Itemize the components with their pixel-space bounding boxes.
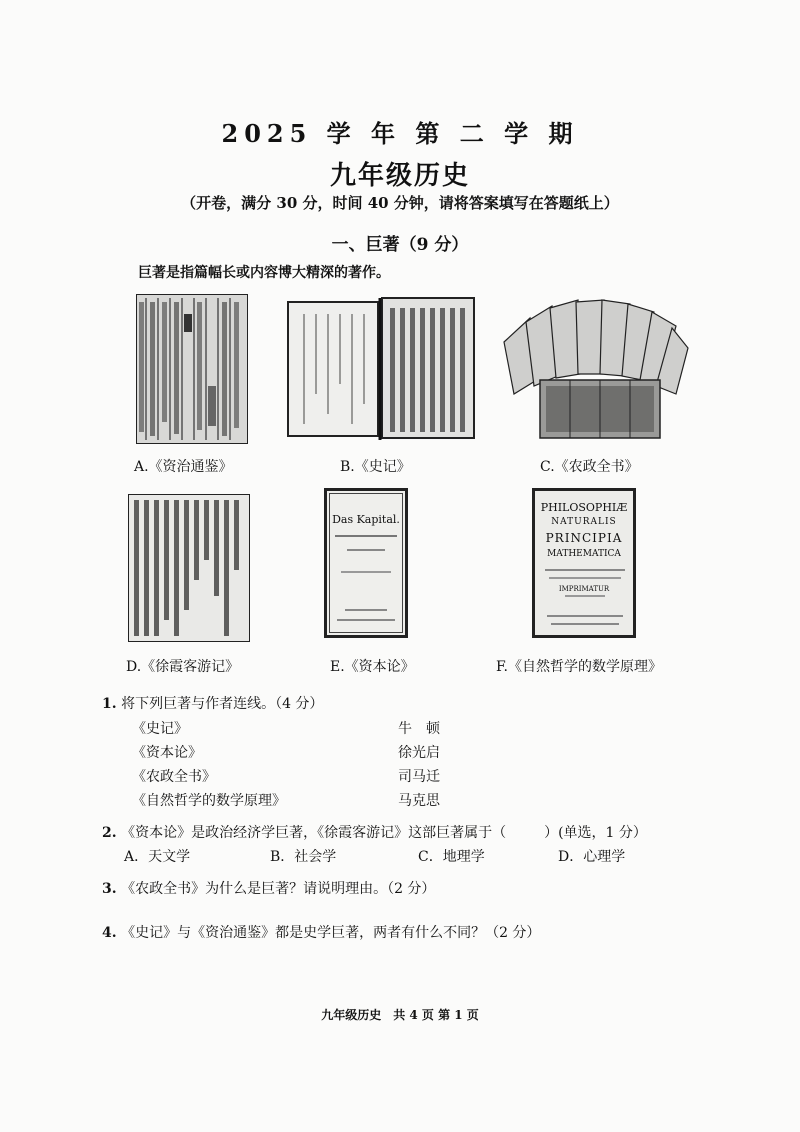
question-2 (102, 822, 647, 842)
figure-b-image (286, 294, 476, 444)
principia-imprimatur: IMPRIMATUR (558, 585, 610, 593)
question-3-text: 《农政全书》为什么是巨著？请说明理由。（2 分） (121, 881, 436, 897)
q1-author-1[interactable]: 牛 顿 (398, 721, 440, 737)
figure-d-caption: D.《徐霞客游记》 (126, 659, 240, 675)
question-4 (102, 922, 540, 942)
q1-book-1[interactable]: 《史记》 (132, 721, 188, 737)
question-1-number: 1. (102, 696, 117, 712)
q1-author-2[interactable]: 徐光启 (398, 745, 440, 761)
figure-f-caption: F.《自然哲学的数学原理》 (496, 659, 662, 675)
q1-book-2[interactable]: 《资本论》 (132, 745, 202, 761)
q2-option-d[interactable]: D．心理学 (558, 849, 626, 865)
principia-line-2: NATURALIS (551, 517, 617, 527)
figure-b-caption: B.《史记》 (340, 459, 411, 475)
kapital-title: Das Kapital. (332, 513, 400, 526)
q1-author-3[interactable]: 司马迁 (398, 769, 440, 785)
question-1-text: 将下列巨著与作者连线。（4 分） (121, 696, 324, 712)
exam-instructions: （开卷，满分 30 分，时间 40 分钟，请将答案填写在答题纸上） (181, 194, 619, 212)
question-1 (102, 693, 323, 713)
q2-option-c[interactable]: C．地理学 (418, 849, 485, 865)
question-2-text-after: ）(单选，1 分） (544, 825, 647, 841)
principia-line-3: PRINCIPIA (545, 531, 623, 545)
figure-c-image (500, 298, 690, 446)
figure-a-image (136, 294, 248, 444)
section-intro: 巨著是指篇幅长或内容博大精深的著作。 (138, 265, 390, 281)
principia-line-4: MATHEMATICA (547, 549, 621, 559)
q1-author-4[interactable]: 马克思 (398, 793, 440, 809)
question-3-number: 3. (102, 881, 117, 897)
section-heading: 一、巨著（9 分） (331, 235, 469, 255)
question-4-number: 4. (102, 925, 117, 941)
q1-book-3[interactable]: 《农政全书》 (132, 769, 216, 785)
question-3 (102, 878, 435, 898)
subject-title: 九年级历史 (329, 161, 470, 191)
question-4-text: 《史记》与《资治通鉴》都是史学巨著，两者有什么不同？（2 分） (121, 925, 541, 941)
figure-d-image (128, 494, 250, 642)
term-title: 2025 学 年 第 二 学 期 (221, 119, 579, 148)
figure-e-image (324, 488, 408, 638)
question-2-text-before: 《资本论》是政治经济学巨著，《徐霞客游记》这部巨著属于（ (121, 825, 507, 841)
q2-option-a[interactable]: A．天文学 (124, 849, 191, 865)
question-2-number: 2. (102, 825, 117, 841)
q1-book-4[interactable]: 《自然哲学的数学原理》 (132, 793, 286, 809)
figure-e-caption: E.《资本论》 (330, 659, 415, 675)
figure-a-caption: A.《资治通鉴》 (134, 459, 233, 475)
page-footer: 九年级历史 共 4 页 第 1 页 (321, 1008, 479, 1022)
figure-f-image (532, 488, 636, 638)
principia-line-1: PHILOSOPHIÆ (540, 501, 628, 514)
q2-option-b[interactable]: B．社会学 (270, 849, 337, 865)
figure-c-caption: C.《农政全书》 (540, 459, 639, 475)
